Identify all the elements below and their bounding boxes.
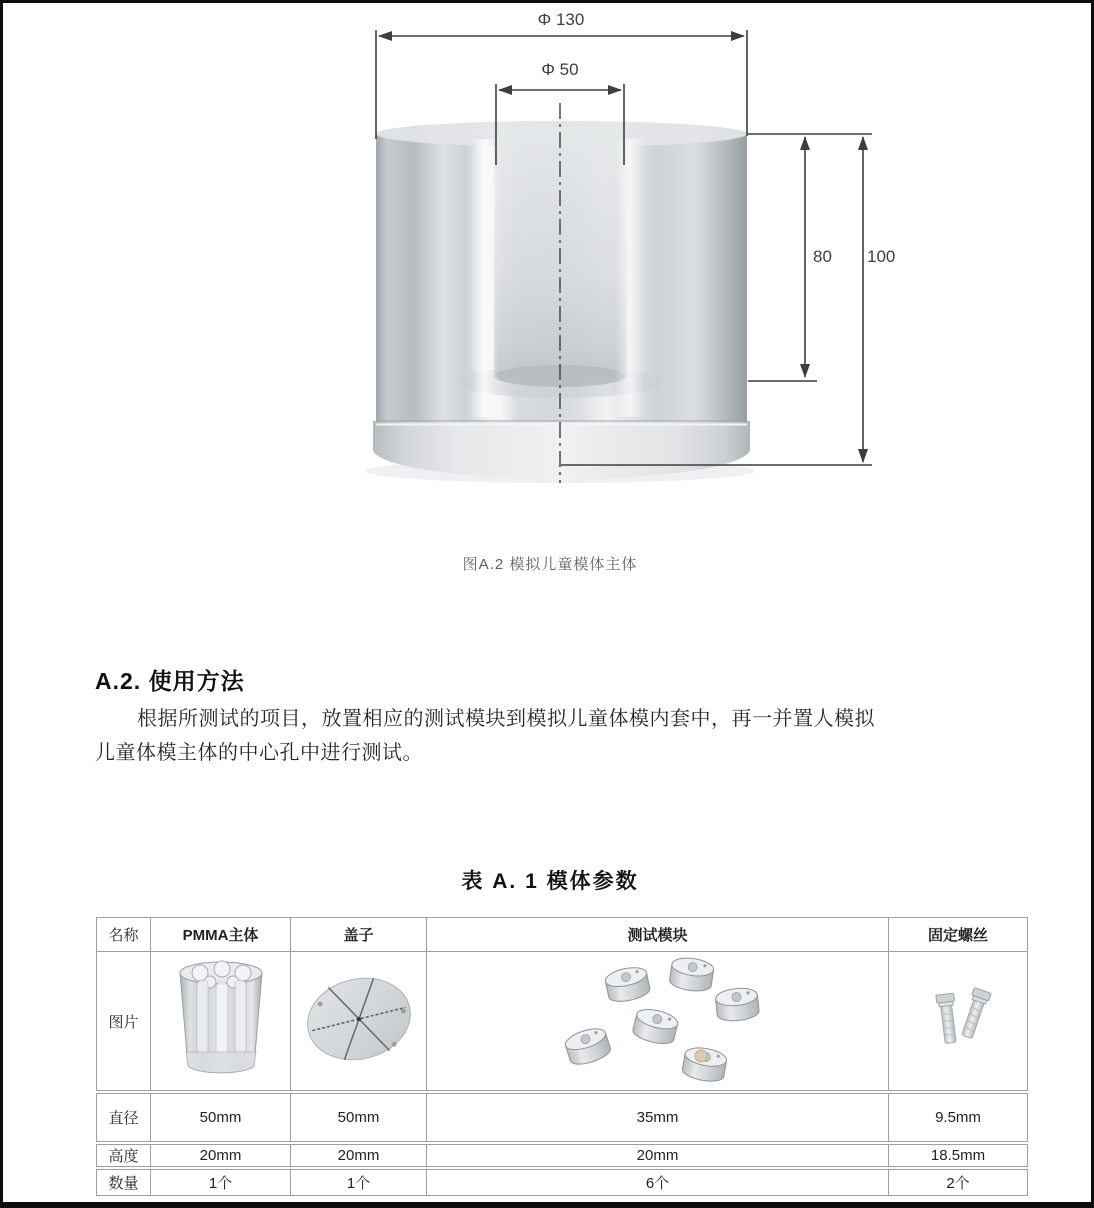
dim-cavity-depth: 80 bbox=[813, 247, 832, 266]
dim-total-height: 100 bbox=[867, 247, 896, 266]
height-cover: 20mm bbox=[291, 1143, 427, 1168]
diameter-screws: 9.5mm bbox=[889, 1092, 1028, 1143]
test-modules-photo-cell bbox=[427, 952, 889, 1093]
table-image-row bbox=[97, 952, 1028, 1093]
test-modules-photo bbox=[428, 952, 888, 1086]
body-paragraph bbox=[95, 702, 1063, 770]
cover-disc-photo bbox=[295, 964, 423, 1074]
col-header-name: 名称 bbox=[97, 918, 151, 952]
col-header-cover: 盖子 bbox=[291, 918, 427, 952]
diameter-modules: 35mm bbox=[427, 1092, 889, 1143]
height-modules: 20mm bbox=[427, 1143, 889, 1168]
phantom-dimension-drawing bbox=[3, 3, 1094, 523]
screws-photo-cell bbox=[889, 952, 1028, 1093]
table-title: 表 A. 1 模体参数 bbox=[461, 870, 639, 893]
cover-disc-photo-cell bbox=[291, 952, 427, 1093]
pmma-body-photo-cell bbox=[151, 952, 291, 1093]
height-screws: 18.5mm bbox=[889, 1143, 1028, 1168]
table-row-quantity bbox=[97, 1168, 1028, 1195]
col-header-pmma-body: PMMA主体 bbox=[151, 918, 291, 952]
height-pmma: 20mm bbox=[151, 1143, 291, 1168]
row-label-quantity: 数量 bbox=[97, 1168, 151, 1195]
screws-photo bbox=[898, 959, 1018, 1079]
quantity-screws: 2个 bbox=[889, 1168, 1028, 1195]
table-row-diameter bbox=[97, 1092, 1028, 1143]
col-header-test-modules: 测试模块 bbox=[427, 918, 889, 952]
dim-outer-diameter: Φ 130 bbox=[537, 10, 585, 29]
row-label-image: 图片 bbox=[97, 952, 151, 1093]
diameter-cover: 50mm bbox=[291, 1092, 427, 1143]
section-heading: A.2. 使用方法 bbox=[95, 668, 245, 694]
table-header-row bbox=[97, 918, 1028, 952]
row-label-height: 高度 bbox=[97, 1143, 151, 1168]
phantom-parameters-table bbox=[96, 917, 1028, 1196]
quantity-pmma: 1个 bbox=[151, 1168, 291, 1195]
figure-caption: 图A.2 模拟儿童模体主体 bbox=[462, 556, 638, 573]
dim-inner-diameter: Φ 50 bbox=[541, 60, 579, 79]
row-label-diameter: 直径 bbox=[97, 1092, 151, 1143]
quantity-modules: 6个 bbox=[427, 1168, 889, 1195]
diameter-pmma: 50mm bbox=[151, 1092, 291, 1143]
paragraph-line: 根据所测试的项目，放置相应的测试模块到模拟儿童体模内套中，再一并置人模拟 bbox=[137, 708, 875, 730]
quantity-cover: 1个 bbox=[291, 1168, 427, 1195]
table-row-height bbox=[97, 1143, 1028, 1168]
paragraph-line: 儿童体模主体的中心孔中进行测试。 bbox=[95, 742, 423, 764]
col-header-screws: 固定螺丝 bbox=[889, 918, 1028, 952]
pmma-body-photo bbox=[167, 956, 275, 1082]
figure-phantom-body bbox=[3, 3, 1094, 523]
